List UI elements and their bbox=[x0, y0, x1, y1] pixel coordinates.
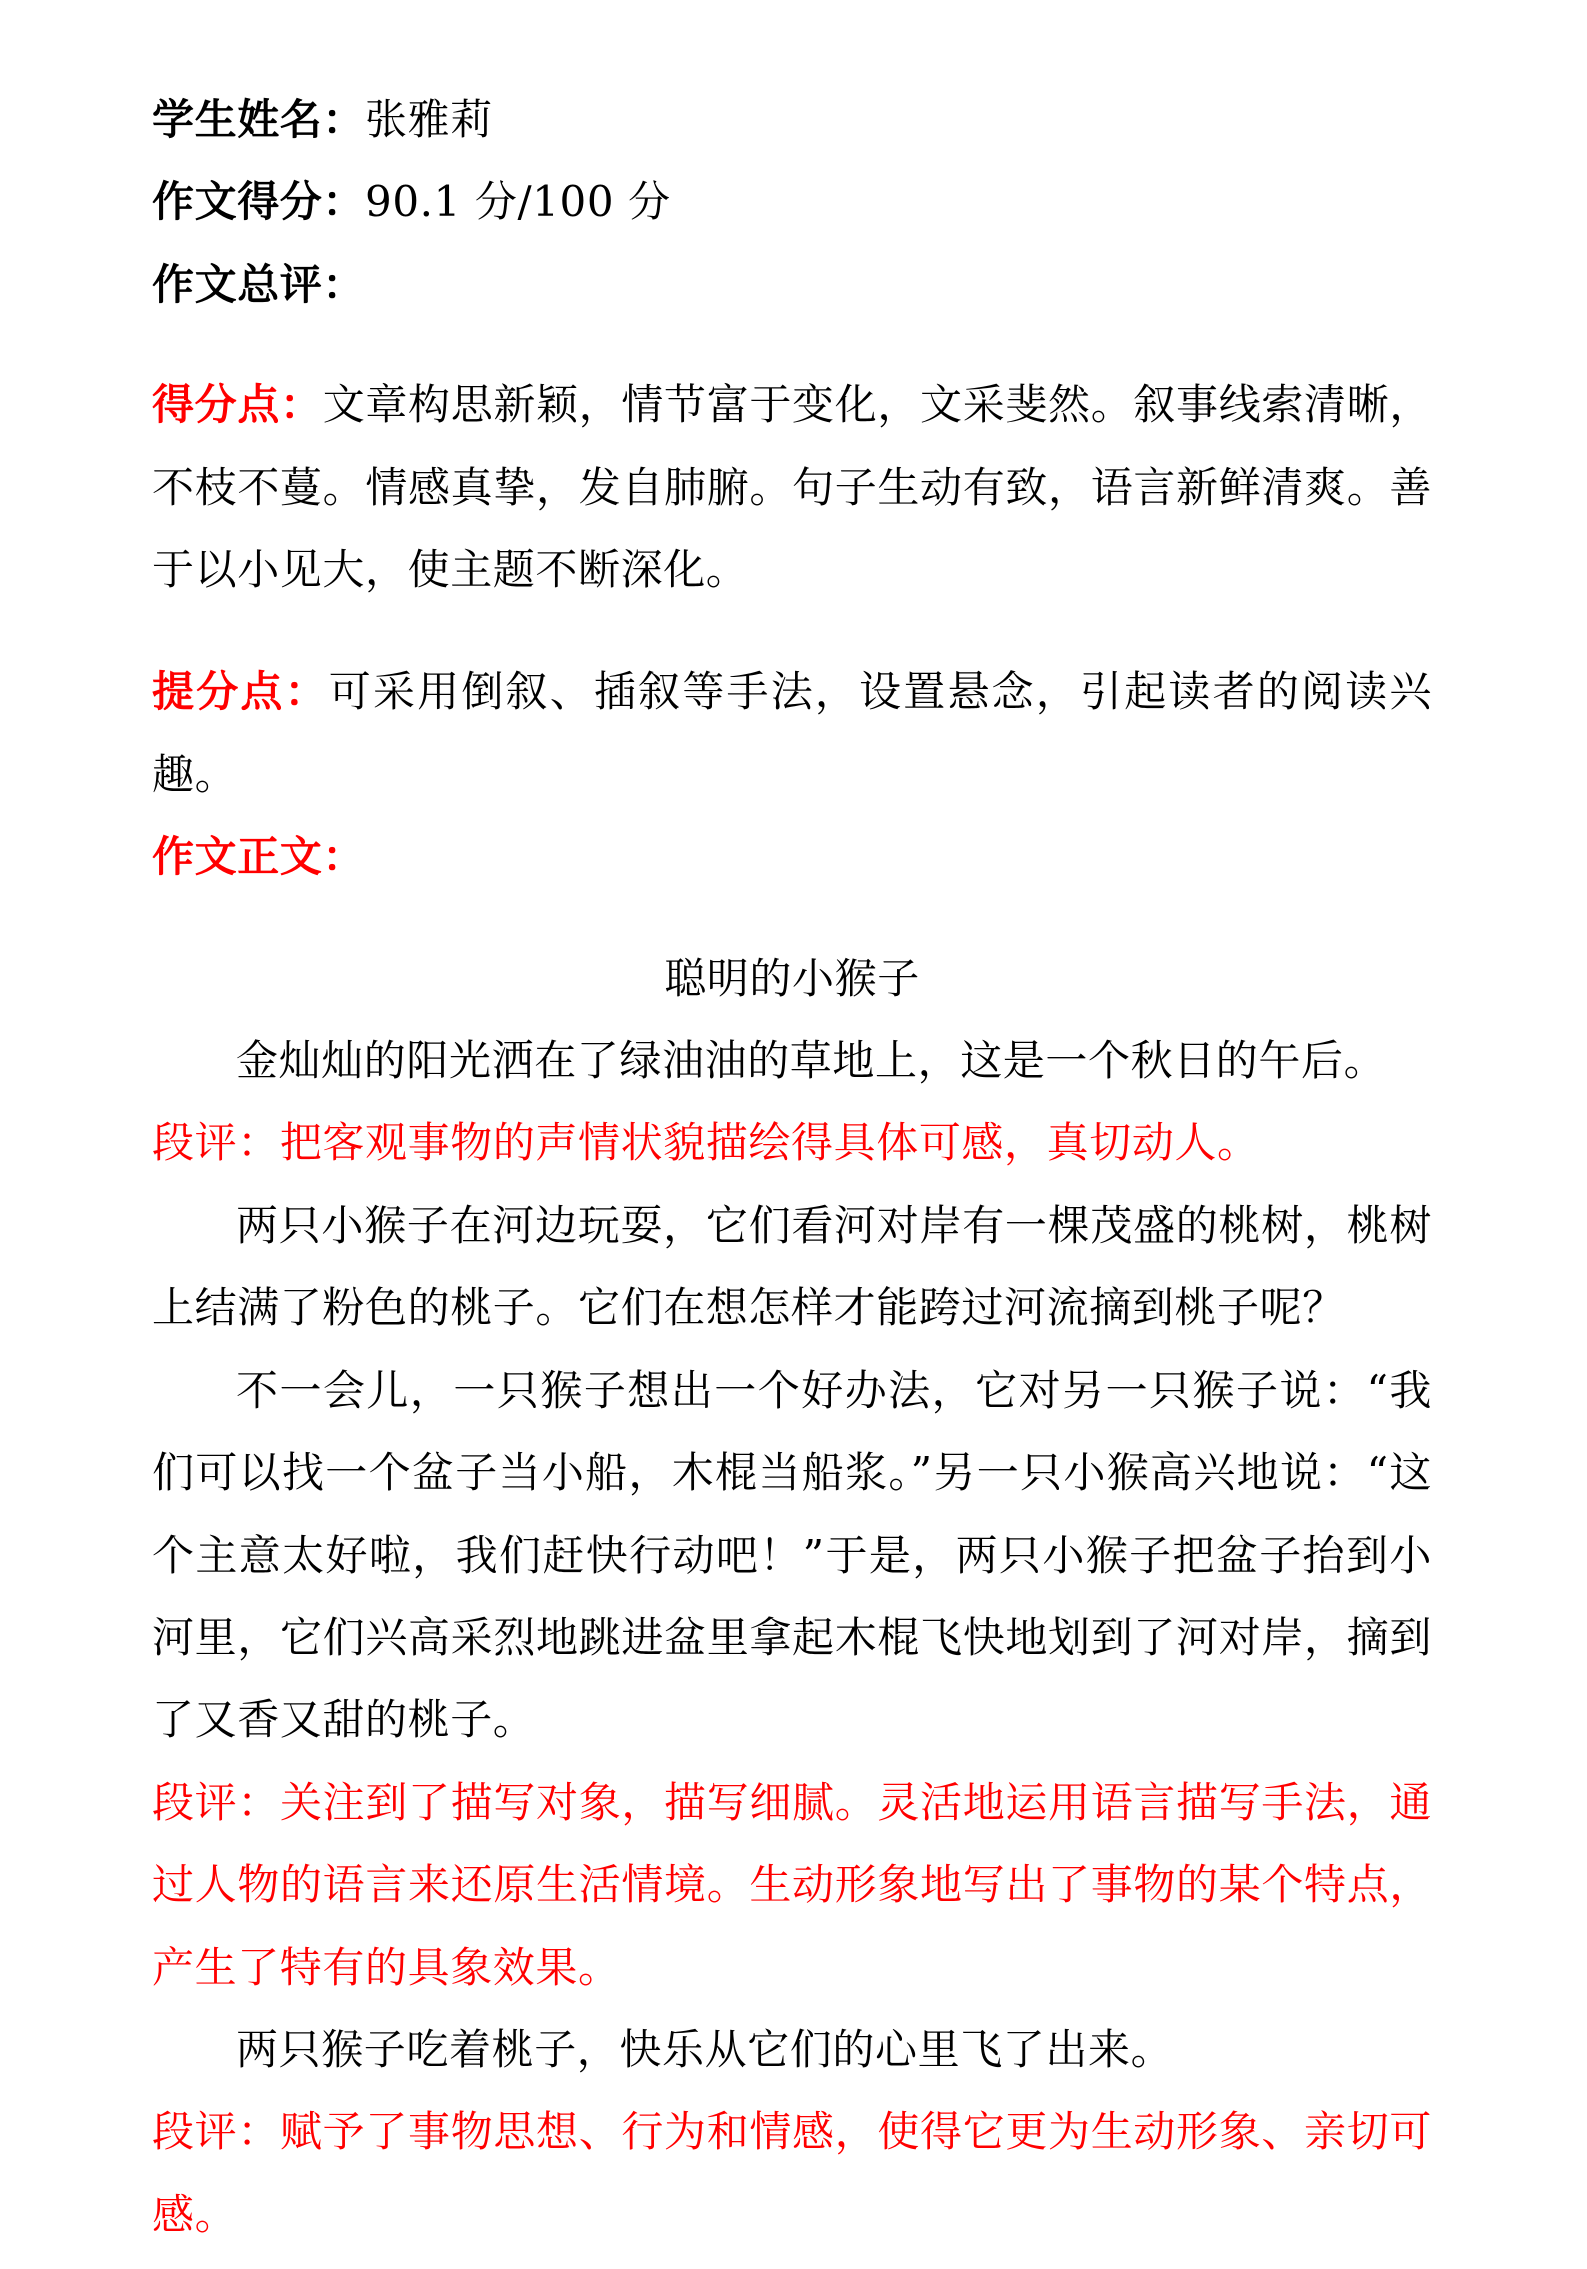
strengths-text: 文章构思新颖，情节富于变化，文采斐然。叙事线索清晰，不枝不蔓。情感真挚，发自肺腑。句子生动有致，语言新鲜清爽。善于以小见大，使主题不断深化。 bbox=[152, 380, 1432, 595]
overall-review-label: 作文总评： bbox=[152, 259, 366, 309]
essay-title: 聪明的小猴子 bbox=[664, 953, 920, 1003]
paragraph-comment bbox=[152, 1102, 1432, 1184]
essay-score-row bbox=[152, 161, 1432, 243]
student-name-row bbox=[152, 79, 1432, 161]
essay-paragraph: 两只猴子吃着桃子，快乐从它们的心里飞了出来。 bbox=[236, 2024, 1174, 2074]
essay-body-heading-row bbox=[152, 816, 1432, 898]
improvement-text: 可采用倒叙、插叙等手法，设置悬念，引起读者的阅读兴趣。 bbox=[152, 667, 1432, 799]
essay-body-label: 作文正文： bbox=[152, 832, 366, 882]
essay-score-value: 90.1 分/100 分 bbox=[365, 177, 671, 227]
strengths-label: 得分点： bbox=[152, 380, 323, 430]
essay-paragraph: 金灿灿的阳光洒在了绿油油的草地上，这是一个秋日的午后。 bbox=[236, 1036, 1387, 1086]
improvement-label: 提分点： bbox=[152, 667, 329, 717]
paragraph-comment-text: 关注到了描写对象，描写细腻。灵活地运用语言描写手法，通过人物的语言来还原生活情境。生动形象地写出了事物的某个特点，产生了特有的具象效果。 bbox=[152, 1777, 1432, 1992]
improvement-paragraph bbox=[152, 651, 1432, 816]
paragraph-comment bbox=[152, 1762, 1432, 2009]
paragraph-comment-label: 段评： bbox=[152, 2107, 281, 2157]
overall-review-row bbox=[152, 244, 1432, 326]
paragraph-comment bbox=[152, 2091, 1432, 2256]
paragraph-comment-label: 段评： bbox=[152, 1118, 280, 1168]
essay-score-label: 作文得分： bbox=[152, 177, 366, 227]
essay-paragraph: 不一会儿，一只猴子想出一个好办法，它对另一只猴子说：“我们可以找一个盆子当小船，木棍当船浆。”另一只小猴高兴地说：“这个主意太好啦，我们赶快行动吧！”于是，两只小猴子把盆子抬到小河里，它们兴高采烈地跳进盆里拿起木棍飞快地划到了河对岸，摘到了又香又甜的桃子。 bbox=[152, 1365, 1432, 1745]
strengths-paragraph bbox=[152, 364, 1432, 611]
paragraph-comment-text: 赋予了事物思想、行为和情感，使得它更为生动形象、亲切可感。 bbox=[152, 2107, 1432, 2239]
paragraph-comment-label: 段评： bbox=[152, 1777, 281, 1827]
student-name-value: 张雅莉 bbox=[365, 95, 493, 144]
student-name-label: 学生姓名： bbox=[152, 95, 366, 144]
paragraph-comment-text: 把客观事物的声情状貌描绘得具体可感，真切动人。 bbox=[279, 1118, 1260, 1168]
essay-paragraph: 两只小猴子在河边玩耍，它们看河对岸有一棵茂盛的桃树，桃树上结满了粉色的桃子。它们在想怎样才能跨过河流摘到桃子呢？ bbox=[152, 1200, 1432, 1333]
